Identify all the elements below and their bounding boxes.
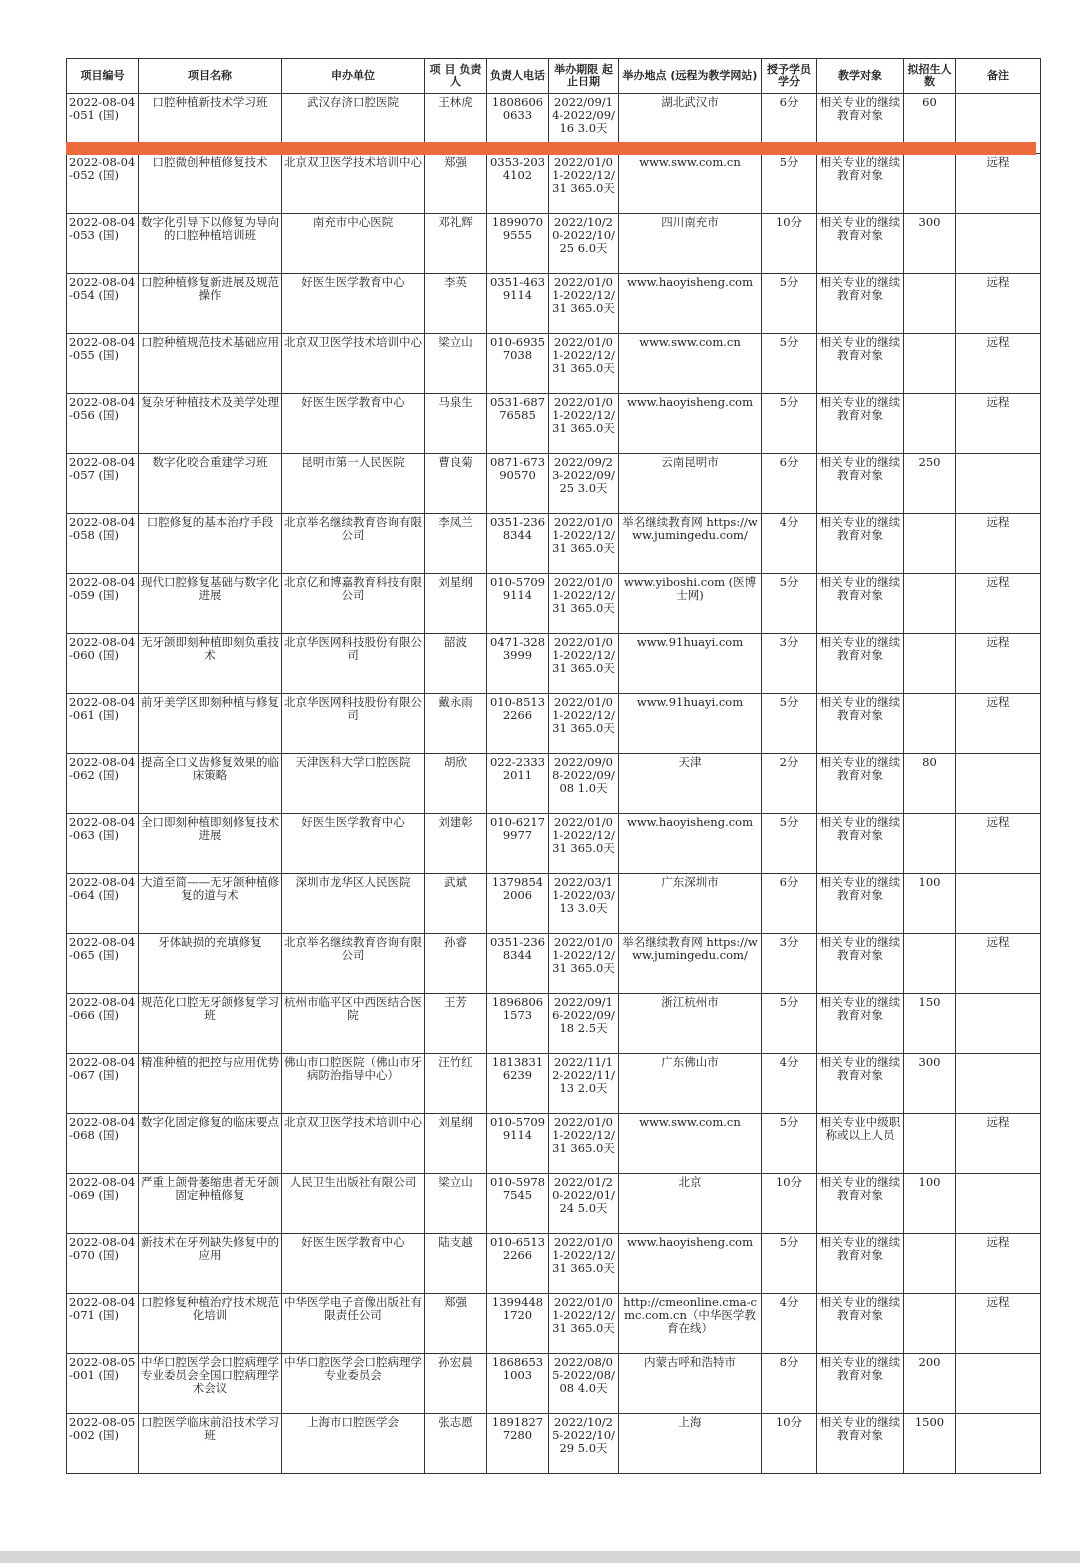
cell-quota — [904, 934, 956, 994]
cell-org: 中华医学电子音像出版社有限责任公司 — [282, 1294, 425, 1354]
cell-leader: 邓礼辉 — [425, 214, 487, 274]
cell-venue: www.haoyisheng.com — [619, 1234, 762, 1294]
cell-phone: 0353-2034102 — [487, 154, 549, 214]
cell-quota: 1500 — [904, 1414, 956, 1474]
cell-credit: 5分 — [762, 394, 817, 454]
cell-name: 新技术在牙列缺失修复中的应用 — [139, 1234, 282, 1294]
cell-code: 2022-08-04-056 (国) — [67, 394, 139, 454]
cell-org: 武汉存济口腔医院 — [282, 94, 425, 154]
cell-note: 远程 — [956, 1114, 1041, 1174]
cell-venue: 上海 — [619, 1414, 762, 1474]
cell-quota: 80 — [904, 754, 956, 814]
cell-venue: http://cmeonline.cma-cmc.com.cn（中华医学教育在线） — [619, 1294, 762, 1354]
cell-phone: 18086060633 — [487, 94, 549, 154]
table-row — [67, 1354, 1041, 1414]
cell-dates: 2022/10/25-2022/10/29 5.0天 — [549, 1414, 619, 1474]
cell-phone: 13798542006 — [487, 874, 549, 934]
cell-credit: 4分 — [762, 1054, 817, 1114]
cell-code: 2022-08-04-068 (国) — [67, 1114, 139, 1174]
cell-note: 远程 — [956, 514, 1041, 574]
cell-note: 远程 — [956, 694, 1041, 754]
cell-phone: 13994481720 — [487, 1294, 549, 1354]
cell-phone: 0351-2368344 — [487, 514, 549, 574]
cell-venue: www.haoyisheng.com — [619, 814, 762, 874]
cell-leader: 马泉生 — [425, 394, 487, 454]
cell-name: 复杂牙种植技术及美学处理 — [139, 394, 282, 454]
cell-code: 2022-08-04-058 (国) — [67, 514, 139, 574]
cell-quota: 300 — [904, 1054, 956, 1114]
cell-leader: 武斌 — [425, 874, 487, 934]
table-row — [67, 274, 1041, 334]
cell-phone: 010-65132266 — [487, 1234, 549, 1294]
cell-org: 杭州市临平区中西医结合医院 — [282, 994, 425, 1054]
cell-name: 前牙美学区即刻种植与修复 — [139, 694, 282, 754]
cell-dates: 2022/01/01-2022/12/31 365.0天 — [549, 1294, 619, 1354]
table-row — [67, 514, 1041, 574]
cell-note — [956, 214, 1041, 274]
cell-code: 2022-08-04-055 (国) — [67, 334, 139, 394]
cell-note: 远程 — [956, 1234, 1041, 1294]
cell-phone: 0871-67390570 — [487, 454, 549, 514]
cell-dates: 2022/01/01-2022/12/31 365.0天 — [549, 1234, 619, 1294]
cell-venue: 云南昆明市 — [619, 454, 762, 514]
header-leader: 项 目 负责人 — [425, 59, 487, 94]
cell-name: 数字化咬合重建学习班 — [139, 454, 282, 514]
table-row — [67, 1414, 1041, 1474]
cell-note — [956, 1354, 1041, 1414]
cell-code: 2022-08-04-069 (国) — [67, 1174, 139, 1234]
cell-target: 相关专业的继续教育对象 — [817, 1234, 904, 1294]
cell-venue: www.yiboshi.com (医博士网) — [619, 574, 762, 634]
cell-credit: 8分 — [762, 1354, 817, 1414]
table-row — [67, 1174, 1041, 1234]
cell-code: 2022-08-04-057 (国) — [67, 454, 139, 514]
cell-org: 北京举名继续教育咨询有限公司 — [282, 514, 425, 574]
cell-name: 大道至简——无牙颌种植修复的道与术 — [139, 874, 282, 934]
cell-target: 相关专业的继续教育对象 — [817, 1294, 904, 1354]
table-row — [67, 754, 1041, 814]
cell-dates: 2022/01/01-2022/12/31 365.0天 — [549, 394, 619, 454]
cell-dates: 2022/09/14-2022/09/16 3.0天 — [549, 94, 619, 154]
cell-quota: 150 — [904, 994, 956, 1054]
cell-credit: 5分 — [762, 1234, 817, 1294]
table-row — [67, 574, 1041, 634]
cell-phone: 022-23332011 — [487, 754, 549, 814]
cell-code: 2022-08-04-062 (国) — [67, 754, 139, 814]
cell-target: 相关专业的继续教育对象 — [817, 454, 904, 514]
cell-venue: www.91huayi.com — [619, 634, 762, 694]
cell-credit: 3分 — [762, 934, 817, 994]
cell-phone: 18968061573 — [487, 994, 549, 1054]
cell-venue: www.sww.com.cn — [619, 1114, 762, 1174]
header-name: 项目名称 — [139, 59, 282, 94]
cell-org: 中华口腔医学会口腔病理学专业委员会 — [282, 1354, 425, 1414]
table-row — [67, 814, 1041, 874]
cell-note: 远程 — [956, 394, 1041, 454]
cell-quota — [904, 694, 956, 754]
cell-target: 相关专业的继续教育对象 — [817, 1174, 904, 1234]
cell-note: 远程 — [956, 634, 1041, 694]
cell-phone: 0471-3283999 — [487, 634, 549, 694]
cell-org: 北京双卫医学技术培训中心 — [282, 154, 425, 214]
cell-credit: 2分 — [762, 754, 817, 814]
cell-venue: 浙江杭州市 — [619, 994, 762, 1054]
cell-venue: 天津 — [619, 754, 762, 814]
cell-credit: 6分 — [762, 454, 817, 514]
cell-target: 相关专业的继续教育对象 — [817, 1414, 904, 1474]
cell-quota — [904, 334, 956, 394]
table-row — [67, 694, 1041, 754]
cell-dates: 2022/11/12-2022/11/13 2.0天 — [549, 1054, 619, 1114]
header-dates: 举办期限 起止日期 — [549, 59, 619, 94]
cell-code: 2022-08-04-060 (国) — [67, 634, 139, 694]
orange-highlight-stripe — [66, 142, 1036, 155]
cell-quota: 60 — [904, 94, 956, 154]
table-row — [67, 154, 1041, 214]
cell-venue: www.91huayi.com — [619, 694, 762, 754]
cell-dates: 2022/01/01-2022/12/31 365.0天 — [549, 274, 619, 334]
cell-code: 2022-08-04-070 (国) — [67, 1234, 139, 1294]
cell-org: 北京华医网科技股份有限公司 — [282, 694, 425, 754]
cell-note: 远程 — [956, 1294, 1041, 1354]
cell-quota: 300 — [904, 214, 956, 274]
table-row — [67, 454, 1041, 514]
cell-org: 南充市中心医院 — [282, 214, 425, 274]
cell-note — [956, 754, 1041, 814]
header-target: 教学对象 — [817, 59, 904, 94]
document-sheet — [66, 58, 1040, 1474]
cell-credit: 5分 — [762, 814, 817, 874]
cell-venue: www.haoyisheng.com — [619, 274, 762, 334]
cell-leader: 刘星纲 — [425, 574, 487, 634]
page-bottom-edge — [0, 1551, 1080, 1563]
cell-quota: 100 — [904, 874, 956, 934]
cell-dates: 2022/10/20-2022/10/25 6.0天 — [549, 214, 619, 274]
cell-leader: 曹良菊 — [425, 454, 487, 514]
cell-name: 全口即刻种植即刻修复技术进展 — [139, 814, 282, 874]
cell-target: 相关专业的继续教育对象 — [817, 694, 904, 754]
cell-venue: www.haoyisheng.com — [619, 394, 762, 454]
cell-leader: 戴永雨 — [425, 694, 487, 754]
table-row — [67, 994, 1041, 1054]
header-venue: 举办地点 (远程为教学网站) — [619, 59, 762, 94]
cell-code: 2022-08-05-001 (国) — [67, 1354, 139, 1414]
cell-name: 严重上颌骨萎缩患者无牙颌固定种植修复 — [139, 1174, 282, 1234]
cell-leader: 张志愿 — [425, 1414, 487, 1474]
cell-name: 口腔种植新技术学习班 — [139, 94, 282, 154]
cell-code: 2022-08-04-063 (国) — [67, 814, 139, 874]
cell-credit: 5分 — [762, 574, 817, 634]
cell-credit: 6分 — [762, 874, 817, 934]
cell-dates: 2022/08/05-2022/08/08 4.0天 — [549, 1354, 619, 1414]
cell-leader: 郑强 — [425, 1294, 487, 1354]
cell-quota — [904, 274, 956, 334]
header-note: 备注 — [956, 59, 1041, 94]
cell-leader: 刘星纲 — [425, 1114, 487, 1174]
cell-venue: www.sww.com.cn — [619, 154, 762, 214]
cell-target: 相关专业的继续教育对象 — [817, 754, 904, 814]
header-code: 项目编号 — [67, 59, 139, 94]
table-row — [67, 634, 1041, 694]
cell-name: 规范化口腔无牙颌修复学习班 — [139, 994, 282, 1054]
cell-note: 远程 — [956, 154, 1041, 214]
cell-org: 好医生医学教育中心 — [282, 1234, 425, 1294]
cell-phone: 18990709555 — [487, 214, 549, 274]
cell-dates: 2022/01/01-2022/12/31 365.0天 — [549, 694, 619, 754]
cell-target: 相关专业的继续教育对象 — [817, 1054, 904, 1114]
cell-name: 精准种植的把控与应用优势 — [139, 1054, 282, 1114]
cell-credit: 4分 — [762, 1294, 817, 1354]
cell-leader: 梁立山 — [425, 334, 487, 394]
cell-dates: 2022/01/01-2022/12/31 365.0天 — [549, 514, 619, 574]
cell-org: 好医生医学教育中心 — [282, 814, 425, 874]
cell-target: 相关专业的继续教育对象 — [817, 574, 904, 634]
cell-target: 相关专业的继续教育对象 — [817, 94, 904, 154]
cell-credit: 5分 — [762, 1114, 817, 1174]
cell-target: 相关专业的继续教育对象 — [817, 934, 904, 994]
cell-phone: 18918277280 — [487, 1414, 549, 1474]
cell-code: 2022-08-04-054 (国) — [67, 274, 139, 334]
cell-code: 2022-08-04-065 (国) — [67, 934, 139, 994]
cell-code: 2022-08-04-053 (国) — [67, 214, 139, 274]
cell-org: 北京亿和博嘉教育科技有限公司 — [282, 574, 425, 634]
cell-venue: 北京 — [619, 1174, 762, 1234]
table-row — [67, 1114, 1041, 1174]
cell-note: 远程 — [956, 334, 1041, 394]
cell-note: 远程 — [956, 274, 1041, 334]
cell-name: 牙体缺损的充填修复 — [139, 934, 282, 994]
cell-venue: 举名继续教育网 https://www.jumingedu.com/ — [619, 514, 762, 574]
cell-code: 2022-08-04-052 (国) — [67, 154, 139, 214]
cell-quota — [904, 394, 956, 454]
cell-credit: 4分 — [762, 514, 817, 574]
cell-code: 2022-08-04-064 (国) — [67, 874, 139, 934]
cell-code: 2022-08-04-071 (国) — [67, 1294, 139, 1354]
cell-quota: 250 — [904, 454, 956, 514]
cell-credit: 10分 — [762, 214, 817, 274]
table-header-row — [67, 59, 1041, 94]
cell-credit: 5分 — [762, 274, 817, 334]
project-table — [66, 58, 1041, 1474]
cell-venue: 广东佛山市 — [619, 1054, 762, 1114]
cell-code: 2022-08-04-051 (国) — [67, 94, 139, 154]
cell-org: 好医生医学教育中心 — [282, 274, 425, 334]
cell-credit: 5分 — [762, 154, 817, 214]
cell-org: 佛山市口腔医院（佛山市牙病防治指导中心） — [282, 1054, 425, 1114]
cell-quota: 200 — [904, 1354, 956, 1414]
cell-org: 北京双卫医学技术培训中心 — [282, 1114, 425, 1174]
cell-target: 相关专业的继续教育对象 — [817, 1354, 904, 1414]
cell-phone: 18138316239 — [487, 1054, 549, 1114]
cell-name: 无牙颌即刻种植即刻负重技术 — [139, 634, 282, 694]
cell-quota — [904, 1294, 956, 1354]
cell-name: 数字化固定修复的临床要点 — [139, 1114, 282, 1174]
cell-quota — [904, 814, 956, 874]
cell-target: 相关专业的继续教育对象 — [817, 274, 904, 334]
cell-target: 相关专业的继续教育对象 — [817, 214, 904, 274]
cell-leader: 王林虎 — [425, 94, 487, 154]
cell-credit: 3分 — [762, 634, 817, 694]
cell-org: 深圳市龙华区人民医院 — [282, 874, 425, 934]
cell-quota — [904, 154, 956, 214]
cell-quota — [904, 514, 956, 574]
cell-venue: 广东深圳市 — [619, 874, 762, 934]
cell-phone: 0351-2368344 — [487, 934, 549, 994]
cell-dates: 2022/09/08-2022/09/08 1.0天 — [549, 754, 619, 814]
cell-name: 提高全口义齿修复效果的临床策略 — [139, 754, 282, 814]
cell-code: 2022-08-04-067 (国) — [67, 1054, 139, 1114]
cell-name: 口腔医学临床前沿技术学习班 — [139, 1414, 282, 1474]
cell-target: 相关专业的继续教育对象 — [817, 154, 904, 214]
cell-credit: 5分 — [762, 994, 817, 1054]
cell-quota — [904, 634, 956, 694]
cell-leader: 王芳 — [425, 994, 487, 1054]
cell-note: 远程 — [956, 934, 1041, 994]
table-row — [67, 874, 1041, 934]
cell-target: 相关专业的继续教育对象 — [817, 634, 904, 694]
cell-name: 口腔修复的基本治疗手段 — [139, 514, 282, 574]
cell-target: 相关专业的继续教育对象 — [817, 814, 904, 874]
cell-quota — [904, 1234, 956, 1294]
cell-phone: 010-62179977 — [487, 814, 549, 874]
cell-code: 2022-08-04-059 (国) — [67, 574, 139, 634]
table-row — [67, 334, 1041, 394]
cell-name: 口腔种植规范技术基础应用 — [139, 334, 282, 394]
cell-dates: 2022/01/20-2022/01/24 5.0天 — [549, 1174, 619, 1234]
cell-quota — [904, 574, 956, 634]
cell-name: 口腔修复种植治疗技术规范化培训 — [139, 1294, 282, 1354]
cell-credit: 10分 — [762, 1414, 817, 1474]
cell-org: 昆明市第一人民医院 — [282, 454, 425, 514]
cell-dates: 2022/01/01-2022/12/31 365.0天 — [549, 154, 619, 214]
cell-quota: 100 — [904, 1174, 956, 1234]
table-row — [67, 394, 1041, 454]
cell-leader: 郑强 — [425, 154, 487, 214]
cell-credit: 10分 — [762, 1174, 817, 1234]
cell-target: 相关专业的继续教育对象 — [817, 994, 904, 1054]
cell-name: 口腔微创种植修复技术 — [139, 154, 282, 214]
cell-credit: 6分 — [762, 94, 817, 154]
cell-org: 北京举名继续教育咨询有限公司 — [282, 934, 425, 994]
cell-note — [956, 874, 1041, 934]
cell-code: 2022-08-04-061 (国) — [67, 694, 139, 754]
header-quota: 拟招生人数 — [904, 59, 956, 94]
header-phone: 负责人电话 — [487, 59, 549, 94]
cell-venue: 四川南充市 — [619, 214, 762, 274]
cell-note — [956, 1174, 1041, 1234]
cell-org: 好医生医学教育中心 — [282, 394, 425, 454]
cell-note — [956, 1414, 1041, 1474]
cell-org: 北京华医网科技股份有限公司 — [282, 634, 425, 694]
cell-phone: 010-69357038 — [487, 334, 549, 394]
table-row — [67, 214, 1041, 274]
table-row — [67, 1234, 1041, 1294]
cell-dates: 2022/01/01-2022/12/31 365.0天 — [549, 934, 619, 994]
cell-name: 数字化引导下以修复为导向的口腔种植培训班 — [139, 214, 282, 274]
cell-target: 相关专业的继续教育对象 — [817, 334, 904, 394]
cell-target: 相关专业中级职称或以上人员 — [817, 1114, 904, 1174]
cell-leader: 孙宏晨 — [425, 1354, 487, 1414]
cell-phone: 0351-4639114 — [487, 274, 549, 334]
cell-dates: 2022/09/23-2022/09/25 3.0天 — [549, 454, 619, 514]
cell-leader: 韶波 — [425, 634, 487, 694]
table-row — [67, 1294, 1041, 1354]
cell-leader: 陆支越 — [425, 1234, 487, 1294]
cell-leader: 李凤兰 — [425, 514, 487, 574]
cell-leader: 李英 — [425, 274, 487, 334]
header-org: 申办单位 — [282, 59, 425, 94]
cell-dates: 2022/01/01-2022/12/31 365.0天 — [549, 574, 619, 634]
cell-target: 相关专业的继续教育对象 — [817, 514, 904, 574]
cell-venue: 举名继续教育网 https://www.jumingedu.com/ — [619, 934, 762, 994]
cell-org: 北京双卫医学技术培训中心 — [282, 334, 425, 394]
cell-dates: 2022/01/01-2022/12/31 365.0天 — [549, 334, 619, 394]
cell-venue: www.sww.com.cn — [619, 334, 762, 394]
cell-note — [956, 454, 1041, 514]
cell-note: 远程 — [956, 814, 1041, 874]
cell-credit: 5分 — [762, 334, 817, 394]
cell-dates: 2022/03/11-2022/03/13 3.0天 — [549, 874, 619, 934]
cell-leader: 汪竹红 — [425, 1054, 487, 1114]
cell-leader: 胡欣 — [425, 754, 487, 814]
cell-phone: 010-57099114 — [487, 1114, 549, 1174]
cell-dates: 2022/01/01-2022/12/31 365.0天 — [549, 634, 619, 694]
cell-code: 2022-08-04-066 (国) — [67, 994, 139, 1054]
cell-name: 中华口腔医学会口腔病理学专业委员会全国口腔病理学术会议 — [139, 1354, 282, 1414]
cell-venue: 内蒙古呼和浩特市 — [619, 1354, 762, 1414]
cell-phone: 010-59787545 — [487, 1174, 549, 1234]
cell-org: 人民卫生出版社有限公司 — [282, 1174, 425, 1234]
cell-note — [956, 1054, 1041, 1114]
cell-phone: 18686531003 — [487, 1354, 549, 1414]
cell-leader: 孙睿 — [425, 934, 487, 994]
cell-quota — [904, 1114, 956, 1174]
cell-note — [956, 994, 1041, 1054]
cell-leader: 刘建彰 — [425, 814, 487, 874]
cell-org: 天津医科大学口腔医院 — [282, 754, 425, 814]
cell-name: 口腔种植修复新进展及规范操作 — [139, 274, 282, 334]
cell-code: 2022-08-05-002 (国) — [67, 1414, 139, 1474]
cell-dates: 2022/09/16-2022/09/18 2.5天 — [549, 994, 619, 1054]
cell-target: 相关专业的继续教育对象 — [817, 874, 904, 934]
cell-credit: 5分 — [762, 694, 817, 754]
cell-phone: 010-85132266 — [487, 694, 549, 754]
cell-leader: 梁立山 — [425, 1174, 487, 1234]
cell-phone: 010-57099114 — [487, 574, 549, 634]
cell-note: 远程 — [956, 574, 1041, 634]
cell-target: 相关专业的继续教育对象 — [817, 394, 904, 454]
cell-name: 现代口腔修复基础与数字化进展 — [139, 574, 282, 634]
cell-org: 上海市口腔医学会 — [282, 1414, 425, 1474]
table-row — [67, 1054, 1041, 1114]
cell-phone: 0531-68776585 — [487, 394, 549, 454]
cell-venue: 湖北武汉市 — [619, 94, 762, 154]
cell-dates: 2022/01/01-2022/12/31 365.0天 — [549, 1114, 619, 1174]
cell-dates: 2022/01/01-2022/12/31 365.0天 — [549, 814, 619, 874]
table-row — [67, 934, 1041, 994]
header-credit: 授予学员学分 — [762, 59, 817, 94]
